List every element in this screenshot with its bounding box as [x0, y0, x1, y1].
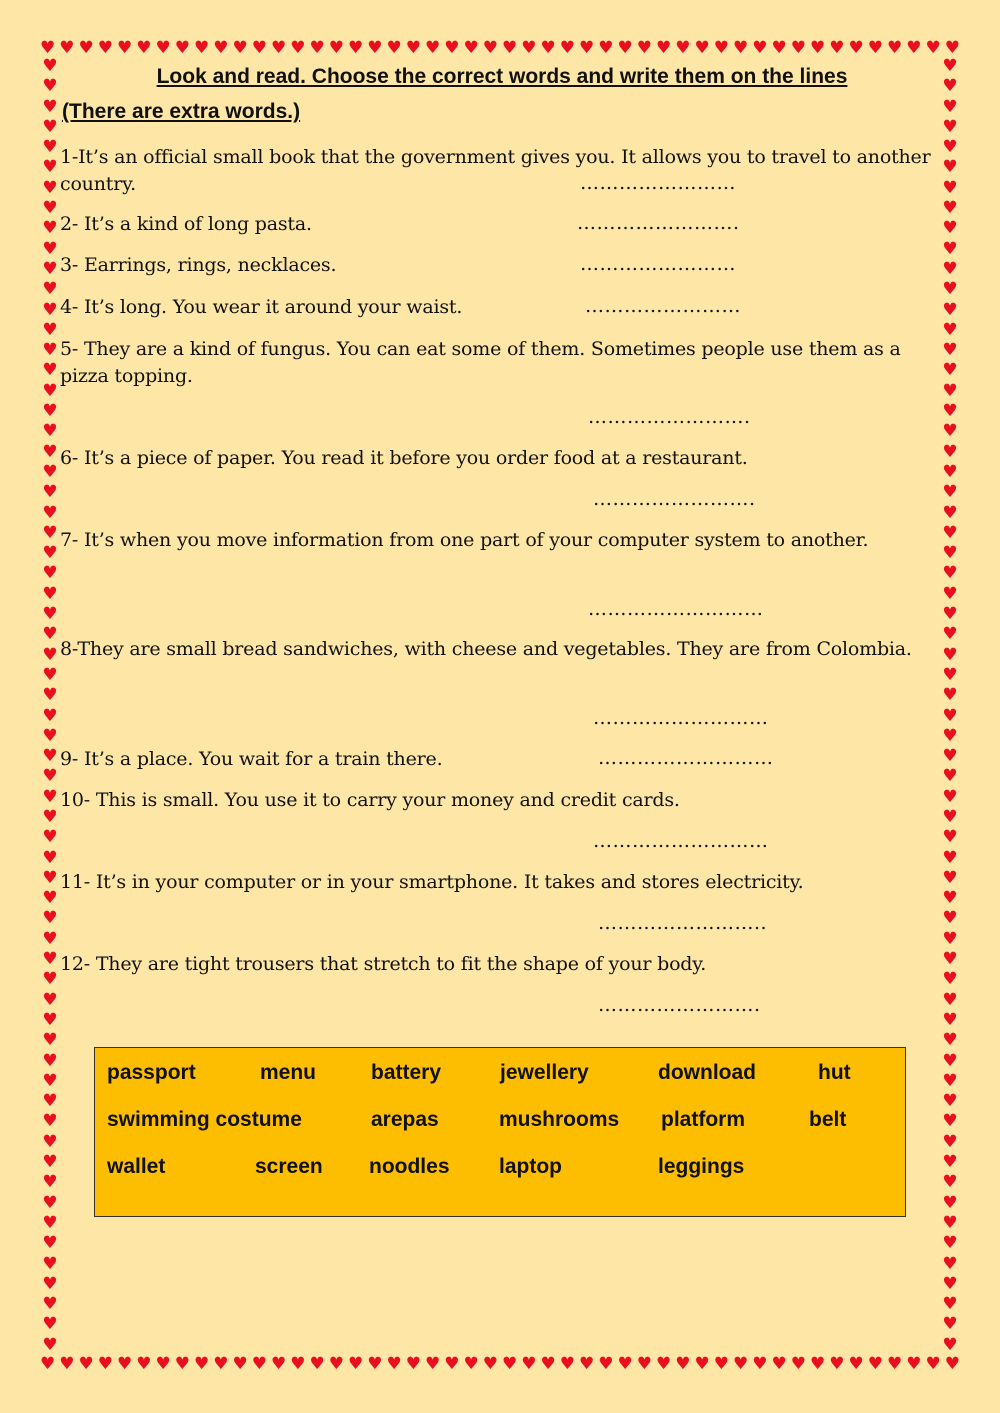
- heart-icon: ♥: [42, 319, 58, 340]
- heart-icon: ♥: [194, 1354, 210, 1374]
- word-swimming-costume: swimming costume: [107, 1108, 302, 1131]
- question-1: 1-It’s an official small book that the government gives you. It allows you to travel to another country.: [60, 146, 931, 195]
- heart-icon: ♥: [42, 847, 58, 868]
- word-wallet: wallet: [107, 1155, 166, 1178]
- heart-icon: ♥: [887, 1354, 903, 1374]
- heart-icon: ♥: [42, 1212, 58, 1233]
- heart-icon: ♥: [942, 583, 958, 604]
- heart-icon: ♥: [942, 461, 958, 482]
- heart-icon: ♥: [232, 1354, 248, 1374]
- heart-icon: ♥: [348, 38, 364, 58]
- heart-icon: ♥: [942, 238, 958, 259]
- heart-icon: ♥: [942, 644, 958, 665]
- question-7: 7- It’s when you move information from one part of your computer system to another.: [60, 529, 869, 551]
- heart-icon: ♥: [925, 1354, 941, 1374]
- worksheet-page: [40, 38, 960, 1374]
- heart-border-left: [40, 58, 60, 1354]
- heart-icon: ♥: [942, 1030, 958, 1051]
- heart-icon: ♥: [521, 38, 537, 58]
- answer-line-10[interactable]: ………………………: [593, 830, 769, 852]
- heart-icon: ♥: [136, 1354, 152, 1374]
- heart-icon: ♥: [97, 38, 113, 58]
- heart-icon: ♥: [42, 340, 58, 361]
- heart-icon: ♥: [942, 340, 958, 361]
- heart-icon: ♥: [42, 705, 58, 726]
- heart-icon: ♥: [42, 543, 58, 564]
- heart-icon: ♥: [752, 1354, 768, 1374]
- heart-icon: ♥: [942, 1253, 958, 1274]
- heart-icon: ♥: [942, 928, 958, 949]
- heart-icon: ♥: [942, 847, 958, 868]
- heart-icon: ♥: [213, 1354, 229, 1374]
- heart-icon: ♥: [713, 38, 729, 58]
- heart-icon: ♥: [425, 38, 441, 58]
- heart-icon: ♥: [42, 1294, 58, 1315]
- heart-border-right: [940, 58, 960, 1354]
- heart-icon: ♥: [848, 1354, 864, 1374]
- heart-icon: ♥: [42, 279, 58, 300]
- heart-icon: ♥: [42, 827, 58, 848]
- heart-icon: ♥: [42, 76, 58, 97]
- heart-icon: ♥: [733, 1354, 749, 1374]
- heart-icon: ♥: [942, 1111, 958, 1132]
- heart-icon: ♥: [444, 38, 460, 58]
- heart-icon: ♥: [386, 1354, 402, 1374]
- heart-icon: ♥: [636, 1354, 652, 1374]
- heart-icon: ♥: [502, 1354, 518, 1374]
- heart-icon: ♥: [942, 989, 958, 1010]
- heart-icon: ♥: [42, 360, 58, 381]
- heart-icon: ♥: [482, 38, 498, 58]
- word-noodles: noodles: [369, 1155, 450, 1178]
- heart-icon: ♥: [502, 38, 518, 58]
- heart-icon: ♥: [42, 1152, 58, 1173]
- heart-icon: ♥: [155, 1354, 171, 1374]
- heart-icon: ♥: [42, 58, 58, 76]
- heart-icon: ♥: [944, 1354, 960, 1374]
- heart-icon: ♥: [942, 198, 958, 219]
- heart-icon: ♥: [713, 1354, 729, 1374]
- heart-icon: ♥: [117, 38, 133, 58]
- answer-line-7[interactable]: ………………………: [588, 598, 764, 620]
- heart-icon: ♥: [42, 1009, 58, 1030]
- heart-icon: ♥: [59, 1354, 75, 1374]
- heart-icon: ♥: [348, 1354, 364, 1374]
- answer-line-3[interactable]: ……………………: [580, 253, 736, 275]
- heart-icon: ♥: [42, 664, 58, 685]
- word-leggings: leggings: [658, 1155, 745, 1178]
- question-6: 6- It’s a piece of paper. You read it before you order food at a restaurant.: [60, 447, 748, 469]
- heart-icon: ♥: [656, 1354, 672, 1374]
- heart-border-top: [40, 38, 960, 58]
- heart-icon: ♥: [942, 888, 958, 909]
- heart-icon: ♥: [579, 38, 595, 58]
- heart-icon: ♥: [42, 908, 58, 929]
- heart-icon: ♥: [386, 38, 402, 58]
- heart-icon: ♥: [367, 38, 383, 58]
- heart-icon: ♥: [405, 1354, 421, 1374]
- heart-icon: ♥: [942, 157, 958, 178]
- word-arepas: arepas: [371, 1108, 439, 1131]
- heart-icon: ♥: [942, 1192, 958, 1213]
- heart-icon: ♥: [42, 1030, 58, 1051]
- heart-icon: ♥: [942, 421, 958, 442]
- heart-icon: ♥: [942, 1334, 958, 1354]
- heart-icon: ♥: [790, 38, 806, 58]
- heart-icon: ♥: [810, 1354, 826, 1374]
- word-mushrooms: mushrooms: [499, 1108, 620, 1131]
- word-jewellery: jewellery: [500, 1061, 589, 1084]
- heart-icon: ♥: [942, 441, 958, 462]
- heart-icon: ♥: [521, 1354, 537, 1374]
- heart-icon: ♥: [942, 1152, 958, 1173]
- heart-icon: ♥: [829, 38, 845, 58]
- heart-icon: ♥: [694, 1354, 710, 1374]
- heart-icon: ♥: [942, 502, 958, 523]
- question-10: 10- This is small. You use it to carry your money and credit cards.: [60, 789, 680, 811]
- heart-icon: ♥: [790, 1354, 806, 1374]
- heart-icon: ♥: [42, 421, 58, 442]
- heart-icon: ♥: [42, 177, 58, 198]
- heart-icon: ♥: [42, 1111, 58, 1132]
- heart-icon: ♥: [867, 1354, 883, 1374]
- answer-line-9[interactable]: ………………………: [598, 747, 774, 769]
- heart-icon: ♥: [42, 928, 58, 949]
- heart-icon: ♥: [942, 1131, 958, 1152]
- heart-icon: ♥: [42, 461, 58, 482]
- heart-icon: ♥: [482, 1354, 498, 1374]
- heart-icon: ♥: [906, 38, 922, 58]
- heart-icon: ♥: [42, 299, 58, 320]
- heart-icon: ♥: [271, 38, 287, 58]
- heart-icon: ♥: [942, 96, 958, 117]
- heart-icon: ♥: [656, 38, 672, 58]
- heart-icon: ♥: [42, 218, 58, 239]
- heart-icon: ♥: [810, 38, 826, 58]
- heart-icon: ♥: [42, 989, 58, 1010]
- answer-line-12[interactable]: …………………….: [598, 994, 761, 1016]
- heart-icon: ♥: [463, 1354, 479, 1374]
- heart-icon: ♥: [942, 543, 958, 564]
- heart-icon: ♥: [942, 806, 958, 827]
- heart-icon: ♥: [559, 38, 575, 58]
- heart-icon: ♥: [942, 299, 958, 320]
- answer-line-1[interactable]: ……………………: [580, 172, 736, 194]
- heart-icon: ♥: [309, 38, 325, 58]
- heart-icon: ♥: [42, 522, 58, 543]
- heart-icon: ♥: [733, 38, 749, 58]
- heart-icon: ♥: [675, 38, 691, 58]
- heart-icon: ♥: [942, 624, 958, 645]
- heart-icon: ♥: [444, 1354, 460, 1374]
- heart-icon: ♥: [942, 664, 958, 685]
- answer-line-6[interactable]: …………………….: [593, 488, 756, 510]
- heart-icon: ♥: [887, 38, 903, 58]
- heart-border-bottom: [40, 1354, 960, 1374]
- heart-icon: ♥: [40, 38, 56, 58]
- question-12: 12- They are tight trousers that stretch to fit the shape of your body.: [60, 953, 707, 975]
- heart-icon: ♥: [942, 1233, 958, 1254]
- heart-icon: ♥: [867, 38, 883, 58]
- heart-icon: ♥: [925, 38, 941, 58]
- heart-icon: ♥: [42, 1192, 58, 1213]
- question-8: 8-They are small bread sandwiches, with cheese and vegetables. They are from Colombia.: [60, 638, 912, 660]
- heart-icon: ♥: [155, 38, 171, 58]
- heart-icon: ♥: [579, 1354, 595, 1374]
- heart-icon: ♥: [942, 563, 958, 584]
- heart-icon: ♥: [136, 38, 152, 58]
- heart-icon: ♥: [42, 867, 58, 888]
- heart-icon: ♥: [42, 1091, 58, 1112]
- heart-icon: ♥: [942, 116, 958, 137]
- heart-icon: ♥: [942, 604, 958, 625]
- heart-icon: ♥: [942, 1091, 958, 1112]
- heart-icon: ♥: [771, 38, 787, 58]
- heart-icon: ♥: [42, 1131, 58, 1152]
- heart-icon: ♥: [942, 1172, 958, 1193]
- heart-icon: ♥: [942, 1009, 958, 1030]
- heart-icon: ♥: [42, 766, 58, 787]
- instruction-line-2: (There are extra words.): [62, 100, 301, 123]
- question-11: 11- It’s in your computer or in your smartphone. It takes and stores electricity.: [60, 871, 804, 893]
- heart-icon: ♥: [42, 198, 58, 219]
- heart-icon: ♥: [42, 157, 58, 178]
- heart-icon: ♥: [42, 583, 58, 604]
- heart-icon: ♥: [42, 1070, 58, 1091]
- heart-icon: ♥: [232, 38, 248, 58]
- heart-icon: ♥: [42, 888, 58, 909]
- heart-icon: ♥: [425, 1354, 441, 1374]
- heart-icon: ♥: [598, 1354, 614, 1374]
- heart-icon: ♥: [328, 1354, 344, 1374]
- word-download: download: [658, 1061, 756, 1084]
- question-5: 5- They are a kind of fungus. You can eat some of them. Sometimes people use them as a pizza topping.: [60, 338, 901, 387]
- heart-icon: ♥: [328, 38, 344, 58]
- heart-icon: ♥: [309, 1354, 325, 1374]
- heart-icon: ♥: [942, 380, 958, 401]
- heart-icon: ♥: [174, 38, 190, 58]
- heart-icon: ♥: [42, 401, 58, 422]
- heart-icon: ♥: [42, 137, 58, 158]
- heart-icon: ♥: [942, 360, 958, 381]
- question-9: 9- It’s a place. You wait for a train there.: [60, 748, 443, 770]
- heart-icon: ♥: [942, 1294, 958, 1315]
- question-2: 2- It’s a kind of long pasta.: [60, 213, 312, 235]
- heart-icon: ♥: [271, 1354, 287, 1374]
- answer-line-5[interactable]: …………………….: [588, 406, 751, 428]
- heart-icon: ♥: [942, 1070, 958, 1091]
- heart-icon: ♥: [942, 725, 958, 746]
- word-screen: screen: [255, 1155, 323, 1178]
- heart-icon: ♥: [942, 177, 958, 198]
- heart-icon: ♥: [540, 1354, 556, 1374]
- heart-icon: ♥: [42, 441, 58, 462]
- heart-icon: ♥: [942, 969, 958, 990]
- heart-icon: ♥: [942, 258, 958, 279]
- heart-icon: ♥: [942, 949, 958, 970]
- answer-line-11[interactable]: ……………………..: [598, 912, 768, 934]
- question-4: 4- It’s long. You wear it around your waist.: [60, 296, 463, 318]
- heart-icon: ♥: [40, 1354, 56, 1374]
- word-battery: battery: [371, 1061, 442, 1084]
- word-passport: passport: [107, 1061, 196, 1084]
- heart-icon: ♥: [213, 38, 229, 58]
- heart-icon: ♥: [942, 401, 958, 422]
- heart-icon: ♥: [942, 76, 958, 97]
- heart-icon: ♥: [942, 319, 958, 340]
- heart-icon: ♥: [42, 746, 58, 767]
- heart-icon: ♥: [42, 1050, 58, 1071]
- heart-icon: ♥: [617, 1354, 633, 1374]
- heart-icon: ♥: [942, 746, 958, 767]
- heart-icon: ♥: [42, 806, 58, 827]
- heart-icon: ♥: [42, 502, 58, 523]
- question-3: 3- Earrings, rings, necklaces.: [60, 254, 337, 276]
- heart-icon: ♥: [174, 1354, 190, 1374]
- heart-icon: ♥: [42, 1314, 58, 1335]
- heart-icon: ♥: [942, 1273, 958, 1294]
- heart-icon: ♥: [42, 969, 58, 990]
- heart-icon: ♥: [942, 522, 958, 543]
- heart-icon: ♥: [752, 38, 768, 58]
- heart-icon: ♥: [290, 38, 306, 58]
- heart-icon: ♥: [42, 1273, 58, 1294]
- heart-icon: ♥: [942, 1212, 958, 1233]
- heart-icon: ♥: [42, 1172, 58, 1193]
- heart-icon: ♥: [942, 786, 958, 807]
- heart-icon: ♥: [906, 1354, 922, 1374]
- heart-icon: ♥: [59, 38, 75, 58]
- heart-icon: ♥: [829, 1354, 845, 1374]
- heart-icon: ♥: [942, 867, 958, 888]
- heart-icon: ♥: [559, 1354, 575, 1374]
- heart-icon: ♥: [290, 1354, 306, 1374]
- heart-icon: ♥: [42, 644, 58, 665]
- heart-icon: ♥: [694, 38, 710, 58]
- heart-icon: ♥: [42, 563, 58, 584]
- heart-icon: ♥: [42, 725, 58, 746]
- heart-icon: ♥: [942, 685, 958, 706]
- heart-icon: ♥: [942, 218, 958, 239]
- heart-icon: ♥: [194, 38, 210, 58]
- heart-icon: ♥: [367, 1354, 383, 1374]
- heart-icon: ♥: [942, 705, 958, 726]
- heart-icon: ♥: [942, 766, 958, 787]
- heart-icon: ♥: [78, 38, 94, 58]
- heart-icon: ♥: [42, 238, 58, 259]
- heart-icon: ♥: [944, 38, 960, 58]
- word-platform: platform: [661, 1108, 745, 1131]
- heart-icon: ♥: [42, 604, 58, 625]
- heart-icon: ♥: [942, 137, 958, 158]
- heart-icon: ♥: [42, 116, 58, 137]
- word-belt: belt: [809, 1108, 847, 1131]
- heart-icon: ♥: [942, 1314, 958, 1335]
- heart-icon: ♥: [42, 258, 58, 279]
- heart-icon: ♥: [42, 685, 58, 706]
- answer-line-8[interactable]: ………………………: [593, 707, 769, 729]
- heart-icon: ♥: [598, 38, 614, 58]
- heart-icon: ♥: [78, 1354, 94, 1374]
- heart-icon: ♥: [942, 482, 958, 503]
- heart-icon: ♥: [97, 1354, 113, 1374]
- instruction-line-1: Look and read. Choose the correct words and write them on the lines: [156, 65, 848, 88]
- heart-icon: ♥: [251, 38, 267, 58]
- heart-icon: ♥: [42, 1253, 58, 1274]
- heart-icon: ♥: [675, 1354, 691, 1374]
- heart-icon: ♥: [42, 786, 58, 807]
- heart-icon: ♥: [942, 1050, 958, 1071]
- word-hut: hut: [818, 1061, 851, 1084]
- heart-icon: ♥: [636, 38, 652, 58]
- word-laptop: laptop: [499, 1155, 562, 1178]
- answer-line-4[interactable]: ……………………: [585, 295, 741, 317]
- heart-icon: ♥: [942, 908, 958, 929]
- heart-icon: ♥: [848, 38, 864, 58]
- heart-icon: ♥: [251, 1354, 267, 1374]
- heart-icon: ♥: [540, 38, 556, 58]
- heart-icon: ♥: [42, 96, 58, 117]
- heart-icon: ♥: [42, 1233, 58, 1254]
- heart-icon: ♥: [617, 38, 633, 58]
- heart-icon: ♥: [942, 58, 958, 76]
- heart-icon: ♥: [771, 1354, 787, 1374]
- heart-icon: ♥: [405, 38, 421, 58]
- word-menu: menu: [260, 1061, 317, 1084]
- heart-icon: ♥: [942, 279, 958, 300]
- heart-icon: ♥: [42, 482, 58, 503]
- heart-icon: ♥: [942, 827, 958, 848]
- word-bank: [94, 1047, 906, 1217]
- heart-icon: ♥: [117, 1354, 133, 1374]
- heart-icon: ♥: [42, 380, 58, 401]
- answer-line-2[interactable]: …………………….: [577, 212, 740, 234]
- heart-icon: ♥: [463, 38, 479, 58]
- heart-icon: ♥: [42, 624, 58, 645]
- heart-icon: ♥: [42, 1334, 58, 1354]
- heart-icon: ♥: [42, 949, 58, 970]
